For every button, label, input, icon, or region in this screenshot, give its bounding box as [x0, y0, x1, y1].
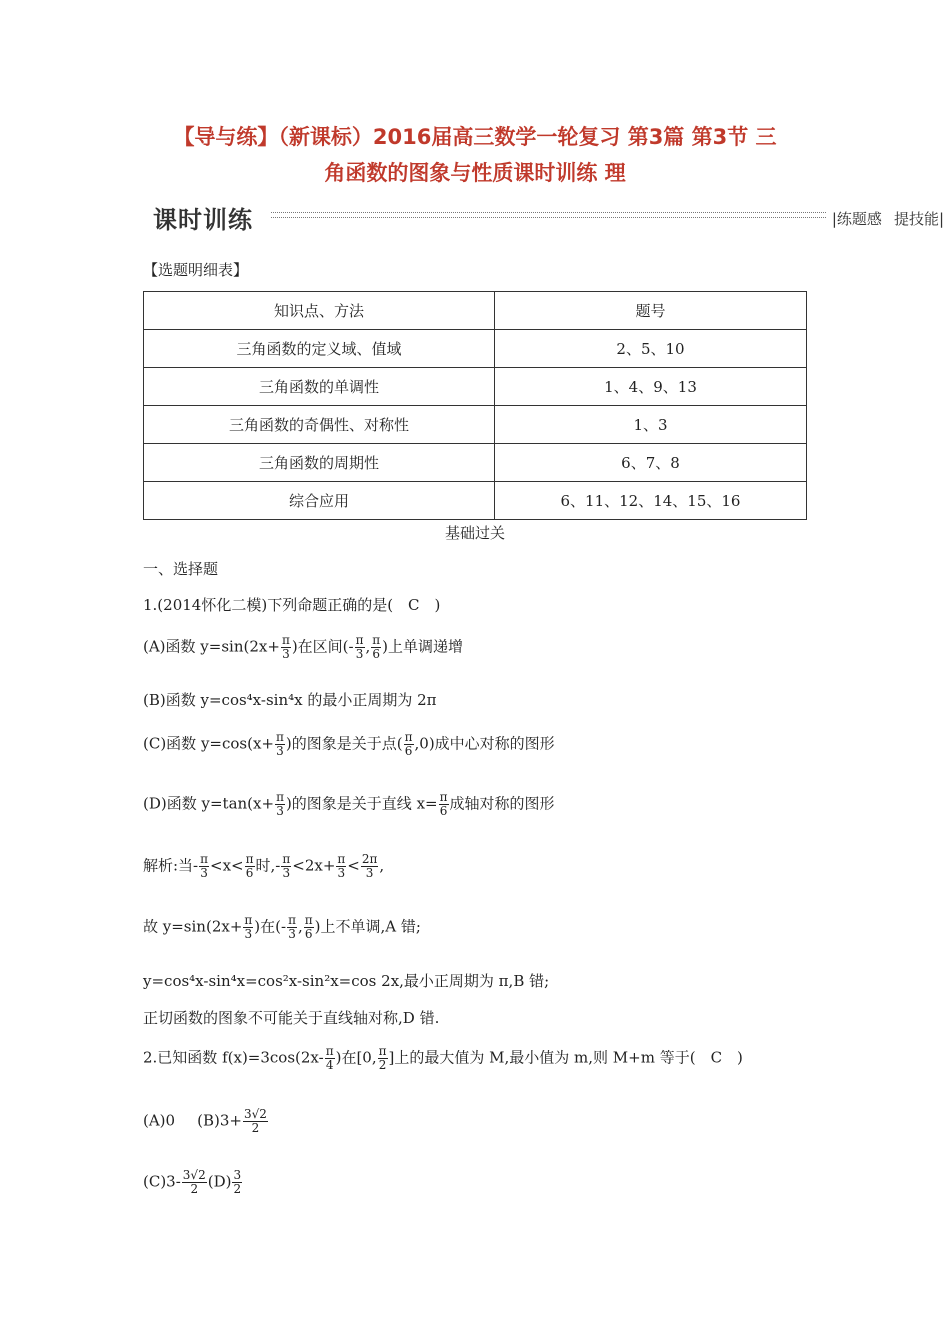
text: )的图象是关于直线 x= — [285, 794, 438, 813]
numerator: π — [325, 1044, 334, 1058]
denominator: 6 — [372, 647, 381, 661]
text: , — [365, 637, 371, 656]
numerator: π — [304, 913, 313, 927]
table-header-row — [144, 292, 807, 330]
question-2-stem — [143, 1045, 743, 1072]
table-cell: 1、4、9、13 — [495, 368, 807, 406]
q2-option-c: (C)3- — [143, 1172, 181, 1191]
denominator: 2 — [378, 1058, 387, 1072]
q1-solution-line4: 正切函数的图象不可能关于直线轴对称,D 错. — [143, 1009, 440, 1027]
text: )上单调递增 — [382, 637, 464, 656]
numerator: π — [288, 913, 296, 927]
table-cell: 三角函数的定义域、值域 — [144, 330, 495, 368]
denominator: 3 — [276, 804, 284, 818]
text: (C)函数 y=cos(x+ — [143, 734, 275, 753]
denominator: 3 — [200, 866, 208, 880]
q2-options-row2 — [143, 1169, 243, 1196]
numerator: 3 — [233, 1168, 242, 1182]
denominator: 3 — [282, 866, 291, 880]
table-row — [144, 368, 807, 406]
text: , — [379, 856, 385, 875]
table-row — [144, 330, 807, 368]
denominator: 3 — [276, 744, 284, 758]
q1-option-c — [143, 731, 555, 758]
numerator: π — [355, 633, 364, 647]
denominator: 3 — [365, 866, 374, 880]
table-cell: 三角函数的周期性 — [144, 444, 495, 482]
denominator: 6 — [404, 744, 413, 758]
denominator: 2 — [233, 1182, 242, 1196]
text: )在[0, — [335, 1048, 377, 1067]
table-row — [144, 482, 807, 520]
denominator: 2 — [251, 1121, 260, 1135]
numerator: π — [276, 730, 284, 744]
banner-tag-2: 提技能| — [893, 210, 944, 228]
text: 时,- — [255, 856, 281, 875]
text: 解析:当- — [143, 856, 199, 875]
table-cell: 综合应用 — [144, 482, 495, 520]
text: (A)函数 y=sin(2x+ — [143, 637, 280, 656]
numerator: π — [439, 790, 448, 804]
section-label: 【选题明细表】 — [143, 261, 249, 279]
numerator: π — [378, 1044, 387, 1058]
q1-solution-line3: y=cos⁴x-sin⁴x=cos²x-sin²x=cos 2x,最小正周期为 π,B 错; — [143, 972, 550, 990]
banner-tag-1: |练题感 — [831, 210, 882, 228]
fraction — [378, 1045, 388, 1072]
table-header: 题号 — [495, 292, 807, 330]
denominator: 6 — [245, 866, 254, 880]
denominator: 3 — [355, 647, 364, 661]
table-cell: 6、11、12、14、15、16 — [495, 482, 807, 520]
fraction — [439, 791, 449, 818]
text: 成轴对称的图形 — [449, 794, 555, 813]
fraction — [371, 634, 381, 661]
denominator: 3 — [282, 647, 290, 661]
part-heading: 一、选择题 — [143, 560, 219, 578]
denominator: 3 — [337, 866, 346, 880]
denominator: 2 — [190, 1182, 199, 1196]
banner-divider — [271, 212, 826, 218]
numerator: π — [282, 852, 291, 866]
q1-option-a — [143, 634, 463, 661]
denominator: 3 — [288, 927, 296, 941]
fraction — [287, 914, 297, 941]
numerator: π — [200, 852, 209, 866]
fraction — [281, 853, 291, 880]
text: ,0)成中心对称的图形 — [414, 734, 555, 753]
q2-options-row1 — [143, 1108, 269, 1135]
table-cell: 2、5、10 — [495, 330, 807, 368]
text: <2x+ — [292, 856, 336, 875]
fraction — [404, 731, 414, 758]
numerator: π — [245, 852, 254, 866]
fraction — [182, 1169, 207, 1196]
section-banner — [143, 198, 950, 234]
numerator: π — [276, 790, 284, 804]
numerator: π — [281, 633, 290, 647]
text: )上不单调,A 错; — [314, 917, 421, 936]
fraction — [275, 791, 285, 818]
fraction — [325, 1045, 335, 1072]
q1-option-d — [143, 791, 555, 818]
text: < — [347, 856, 360, 875]
table-cell: 6、7、8 — [495, 444, 807, 482]
fraction — [336, 853, 346, 880]
text: )在区间(- — [291, 637, 354, 656]
fraction — [245, 853, 255, 880]
denominator: 4 — [325, 1058, 334, 1072]
fraction — [304, 914, 314, 941]
q1-solution-line1 — [143, 853, 384, 880]
text: )在(- — [254, 917, 287, 936]
subtitle: 基础过关 — [444, 524, 505, 542]
numerator: π — [404, 730, 413, 744]
text: )的图象是关于点( — [285, 734, 403, 753]
fraction — [281, 634, 291, 661]
numerator: 3√2 — [182, 1168, 206, 1182]
fraction — [199, 853, 209, 880]
fraction — [275, 731, 285, 758]
q2-option-b: (B)3+ — [197, 1111, 242, 1130]
q1-solution-line2 — [143, 914, 421, 941]
question-1-stem: 1.(2014怀化二模)下列命题正确的是( C ) — [143, 596, 441, 614]
fraction — [355, 634, 365, 661]
text: 2.已知函数 f(x)=3cos(2x- — [143, 1048, 324, 1067]
table-cell: 1、3 — [495, 406, 807, 444]
table-cell: 三角函数的单调性 — [144, 368, 495, 406]
q2-option-d: (D) — [207, 1172, 232, 1191]
text: <x< — [210, 856, 244, 875]
numerator: 2π — [361, 852, 378, 866]
numerator: π — [372, 633, 381, 647]
numerator: π — [244, 913, 253, 927]
denominator: 6 — [304, 927, 313, 941]
banner-tagline — [820, 208, 944, 229]
denominator: 6 — [439, 804, 448, 818]
document-title-line1: 【导与练】（新课标）2016届高三数学一轮复习 第3篇 第3节 三 — [173, 125, 777, 149]
topic-table — [143, 291, 807, 520]
q2-option-a: (A)0 — [143, 1111, 176, 1130]
table-cell: 三角函数的奇偶性、对称性 — [144, 406, 495, 444]
banner-title: 课时训练 — [153, 206, 253, 234]
table-row — [144, 444, 807, 482]
fraction — [243, 1108, 268, 1135]
table-header: 知识点、方法 — [144, 292, 495, 330]
denominator: 3 — [244, 927, 253, 941]
numerator: 3√2 — [243, 1107, 267, 1121]
table-row — [144, 406, 807, 444]
text: ]上的最大值为 M,最小值为 m,则 M+m 等于( C ) — [388, 1048, 743, 1067]
text: , — [297, 917, 303, 936]
numerator: π — [337, 852, 346, 866]
text: (D)函数 y=tan(x+ — [143, 794, 275, 813]
fraction — [232, 1169, 242, 1196]
document-title-line2: 角函数的图象与性质课时训练 理 — [324, 161, 626, 185]
q1-option-b: (B)函数 y=cos⁴x-sin⁴x 的最小正周期为 2π — [143, 691, 437, 709]
fraction — [361, 853, 379, 880]
text: 故 y=sin(2x+ — [143, 917, 243, 936]
fraction — [243, 914, 253, 941]
